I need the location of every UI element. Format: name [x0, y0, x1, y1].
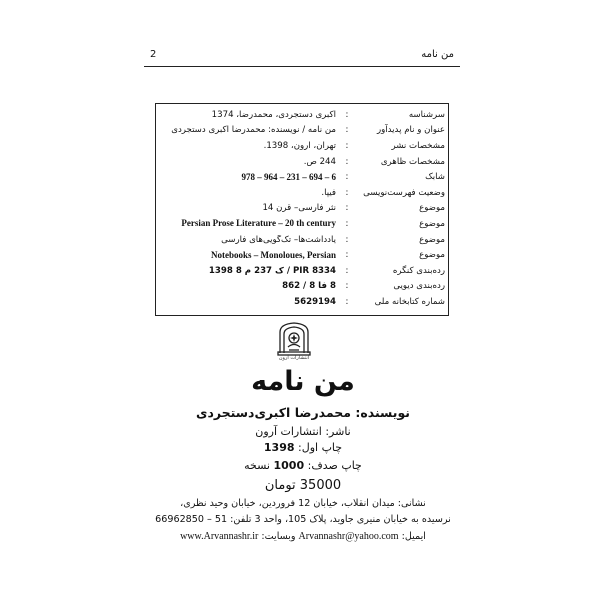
catalog-value: نثر فارسی– قرن 14 — [262, 203, 336, 214]
author-line: نویسنده: محمدرضا اکبری‌دستجردی — [195, 405, 411, 420]
catalog-row — [156, 169, 448, 185]
email-link[interactable]: Arvannashr@yahoo.com — [298, 531, 399, 542]
catalog-label: مشخصات ظاهری — [380, 156, 445, 167]
catalog-label: رده‌بندی دیویی — [393, 281, 445, 292]
catalog-value: یادداشت‌ها– تک‌گویی‌های فارسی — [221, 234, 336, 245]
catalog-colon: : — [345, 156, 349, 167]
catalog-colon: : — [345, 250, 349, 261]
print-run-label: چاپ صدف: — [307, 459, 362, 472]
catalog-label: عنوان و نام پدیدآور — [376, 125, 445, 136]
book-title: من نامه — [251, 366, 355, 397]
contact-line — [0, 531, 606, 542]
isbn: 978 – 964 – 231 – 694 – 6 — [241, 171, 336, 182]
catalog-value: اکبری دستجردی، محمدرضا، 1374 — [211, 109, 336, 120]
catalog-row — [156, 247, 448, 263]
address-line-1: نشانی: میدان انقلاب، خیابان 12 فروردین، خیابان وحید نظری، — [180, 498, 426, 509]
catalog-colon: : — [345, 281, 349, 292]
catalog-colon: : — [345, 218, 349, 229]
logo-caption: انتشارات آرون — [278, 355, 310, 361]
catalog-colon: : — [345, 172, 349, 183]
catalog-value: فیپا. — [321, 187, 336, 198]
catalog-row — [156, 107, 448, 123]
catalog-row — [156, 232, 448, 248]
running-title: من نامه — [421, 49, 454, 60]
catalog-colon: : — [345, 109, 349, 120]
subject-english: Persian Prose Literature – 20 th century — [181, 218, 336, 229]
email-label: ایمیل: — [401, 531, 426, 542]
edition-line — [0, 441, 606, 454]
catalog-row — [156, 279, 448, 295]
print-run-line — [0, 459, 606, 472]
catalog-label: موضوع — [419, 234, 445, 245]
cataloging-box — [155, 103, 449, 316]
catalog-value: PIR 8334 / ک 237 م 8 1398 — [208, 265, 336, 276]
catalog-label: موضوع — [419, 218, 445, 229]
catalog-label: شابک — [425, 172, 445, 183]
page-header — [144, 49, 460, 63]
catalog-row — [156, 154, 448, 170]
website-label: وبسایت: — [261, 531, 296, 542]
page-number: 2 — [150, 49, 157, 60]
address-line-2: نرسیده به خیابان منیری جاوید، پلاک 105، واحد 3 تلفن: 51 – 66962850 — [155, 514, 451, 525]
price-line: 35000 تومان — [264, 478, 342, 493]
print-run-unit: نسخه — [244, 459, 270, 472]
website-link[interactable]: www.Arvannashr.ir — [180, 531, 259, 542]
catalog-value: 5629194 — [294, 296, 336, 307]
catalog-colon: : — [345, 187, 349, 198]
catalog-label: موضوع — [419, 203, 445, 214]
subject-english: Notebooks – Monoloues, Persian — [210, 249, 336, 260]
catalog-value — [156, 172, 336, 183]
catalog-value: تهران، آرون، 1398. — [263, 140, 336, 151]
catalog-label: موضوع — [419, 250, 445, 261]
catalog-colon: : — [345, 265, 349, 276]
header-rule — [144, 66, 460, 67]
catalog-value: من نامه / نویسنده: محمدرضا اکبری دستجردی — [171, 125, 336, 136]
catalog-colon: : — [345, 203, 349, 214]
catalog-value: 8 فا 8 / 862 — [282, 281, 336, 292]
print-run-count: 1000 — [273, 459, 305, 472]
catalog-row — [156, 185, 448, 201]
catalog-row — [156, 123, 448, 139]
catalog-label: مشخصات نشر — [391, 140, 445, 151]
edition-label: چاپ اول: — [298, 441, 343, 454]
catalog-row — [156, 216, 448, 232]
catalog-row — [156, 294, 448, 310]
catalog-row — [156, 201, 448, 217]
publisher-line: ناشر: انتشارات آرون — [255, 425, 351, 438]
catalog-colon: : — [345, 140, 349, 151]
catalog-colon: : — [345, 296, 349, 307]
catalog-label: شماره کتابخانه ملی — [374, 296, 445, 307]
catalog-colon: : — [345, 125, 349, 136]
catalog-value — [156, 250, 336, 261]
catalog-row — [156, 138, 448, 154]
catalog-label: وضعیت فهرست‌نویسی — [363, 187, 445, 198]
catalog-value: 244 ص. — [303, 156, 336, 167]
edition-year: 1398 — [263, 441, 295, 454]
catalog-label: رده‌بندی کنگره — [392, 265, 445, 276]
catalog-value — [156, 218, 336, 229]
catalog-label: سرشناسه — [408, 109, 445, 120]
catalog-colon: : — [345, 234, 349, 245]
catalog-row — [156, 263, 448, 279]
